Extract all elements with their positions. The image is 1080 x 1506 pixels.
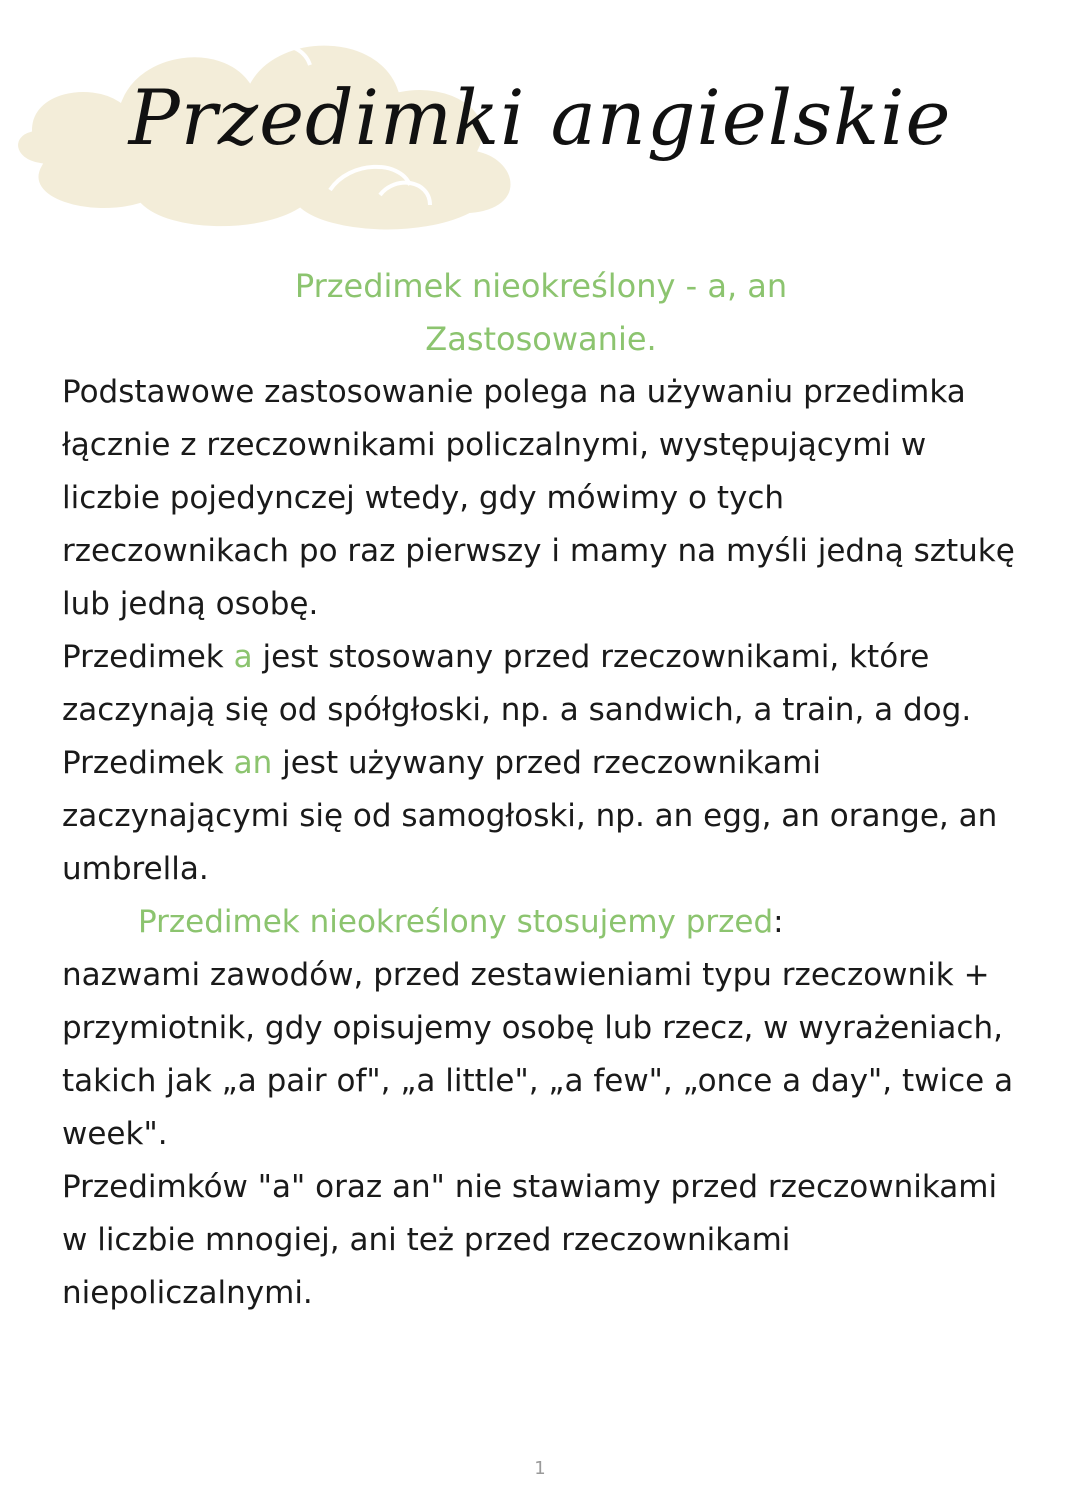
paragraph-usage-before <box>62 896 1020 1161</box>
article-an-term: an <box>233 745 273 781</box>
paragraph-exceptions: Przedimków "a" oraz an" nie stawiamy przed rzeczownikami w liczbie mnogiej, ani też przed rzeczownikami niepoliczalnymi. <box>62 1169 998 1311</box>
paragraph-article-an-rest: jest używany przed rzeczownikami zaczynającymi się od samogłoski, np. an egg, an orange, an umbrella. <box>62 745 998 887</box>
paragraph-article-a-lead: Przedimek <box>62 639 234 675</box>
paragraph-article-an <box>62 737 1020 896</box>
page-number: 1 <box>534 1458 546 1479</box>
section-subheading: Zastosowanie. <box>425 320 657 358</box>
paragraph-basic-usage: Podstawowe zastosowanie polega na używaniu przedimka łącznie z rzeczownikami policzalnymi, występującymi w liczbie pojedynczej wtedy, gdy mówimy o tych rzeczownikach po raz pierwszy i mamy na myśli jedną sztukę lub jedną osobę. <box>62 374 1015 622</box>
article-a-term: a <box>233 639 253 675</box>
usage-before-colon: : <box>773 904 784 940</box>
paragraph-article-a <box>62 631 1020 737</box>
usage-before-heading: Przedimek nieokreślony stosujemy przed <box>138 904 774 940</box>
usage-before-text: nazwami zawodów, przed zestawieniami typu rzeczownik + przymiotnik, gdy opisujemy osobę lub rzecz, w wyrażeniach, takich jak „a pair of", „a little", „a few", „once a day", twice a week". <box>62 957 1014 1152</box>
document-body <box>62 260 1020 1320</box>
paragraph-article-a-rest: jest stosowany przed rzeczownikami, które zaczynają się od spółgłoski, np. a sandwich, a train, a dog. <box>62 639 972 728</box>
paragraph-article-an-lead: Przedimek <box>62 745 234 781</box>
section-heading: Przedimek nieokreślony - a, an <box>294 267 788 305</box>
page-title: Przedimki angielskie <box>128 73 952 162</box>
